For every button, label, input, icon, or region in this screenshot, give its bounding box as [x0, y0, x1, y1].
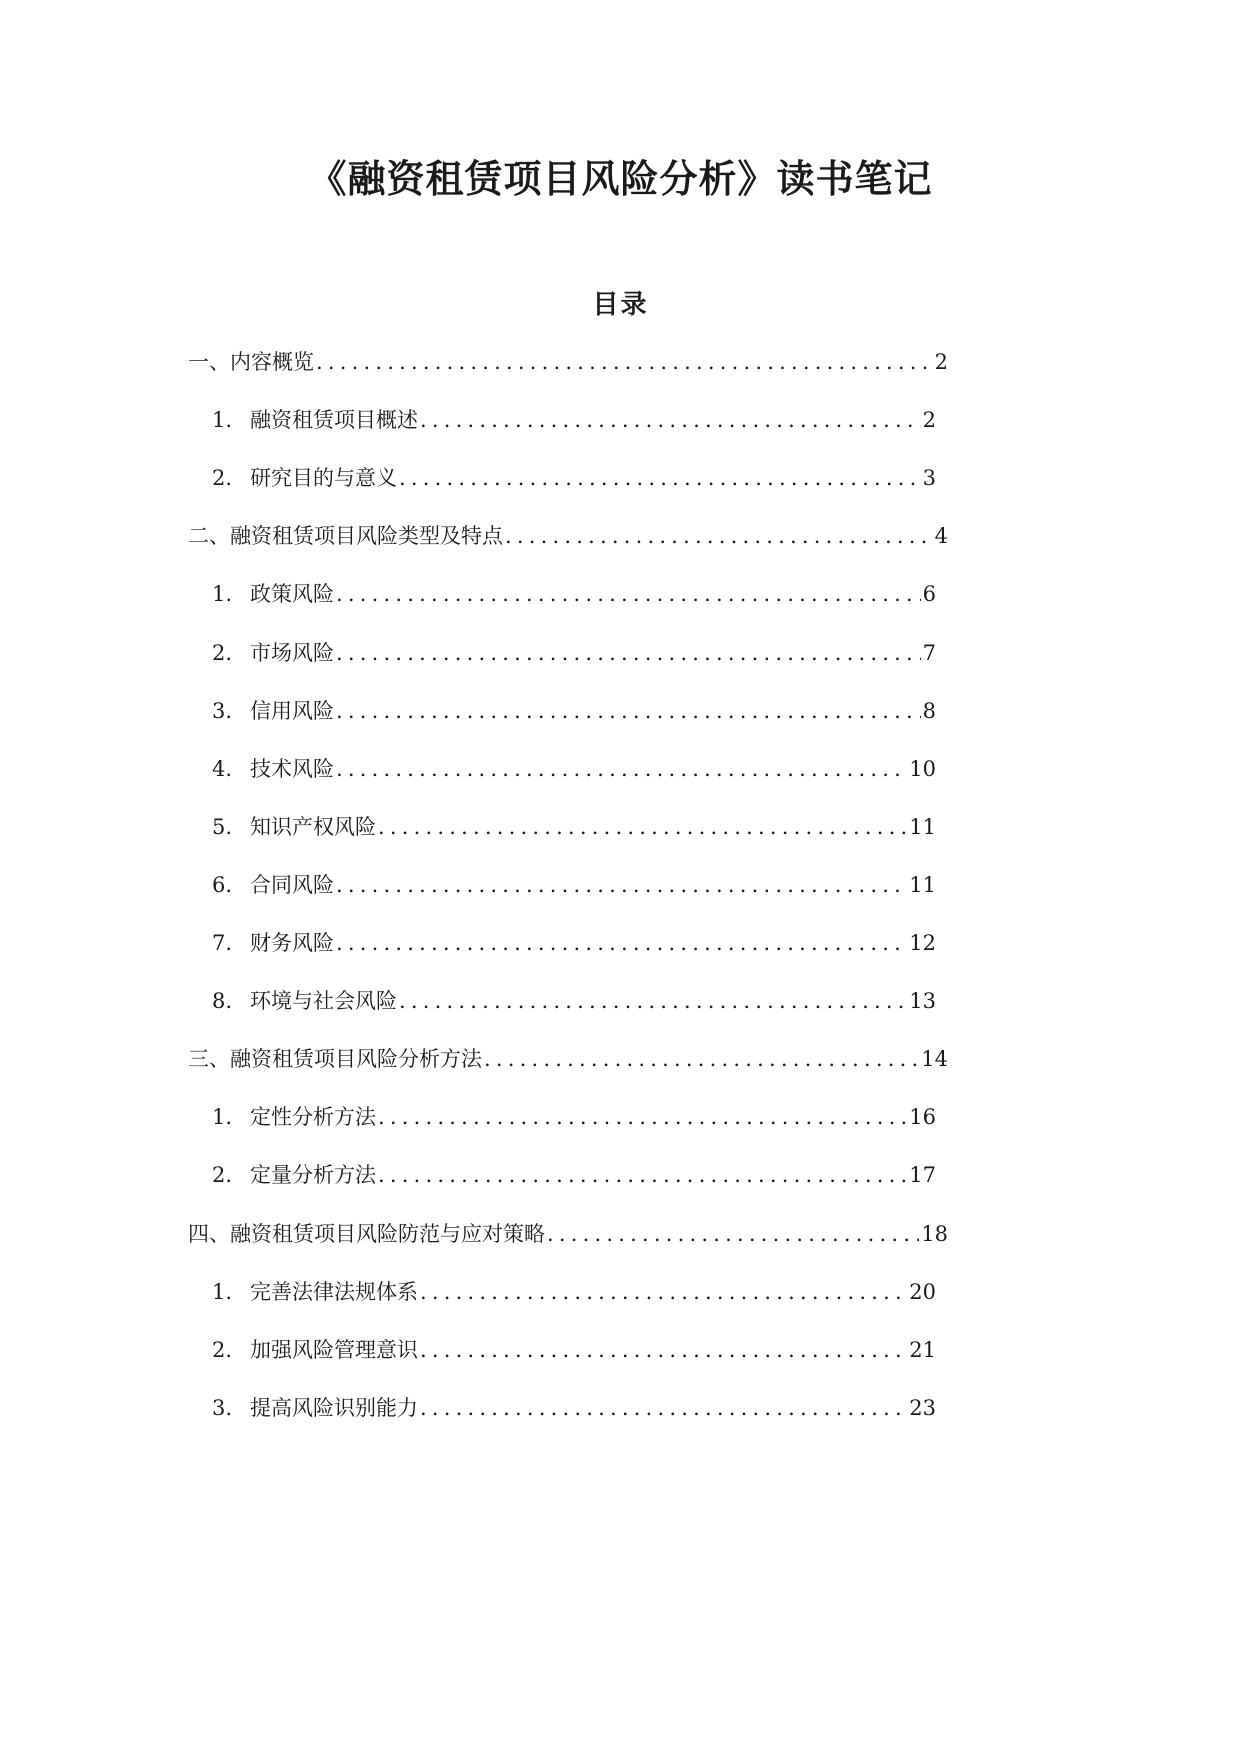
toc-entry-text: 提高风险识别能力 — [250, 1396, 418, 1420]
toc-entry-page-number: 11 — [909, 873, 936, 897]
toc-entry-number: 1. — [212, 1105, 233, 1129]
toc-dot-leader — [418, 1275, 907, 1309]
toc-entry-number: 3. — [212, 699, 233, 723]
toc-dot-leader — [418, 1391, 907, 1425]
toc-entry-number: 6. — [212, 873, 233, 897]
toc-entry-text: 技术风险 — [250, 757, 334, 781]
toc-entry-page-number: 6 — [922, 582, 936, 606]
toc-entry-text: 信用风险 — [250, 699, 334, 723]
toc-subsection-entry[interactable] — [212, 694, 936, 728]
toc-entry-number: 2. — [212, 1163, 233, 1187]
toc-entry-number: 2. — [212, 1338, 233, 1362]
toc-entry-page-number: 23 — [909, 1396, 936, 1420]
toc-dot-leader — [418, 1333, 907, 1367]
toc-dot-leader — [334, 752, 907, 786]
toc-dot-leader — [503, 519, 933, 553]
toc-entry-text: 知识产权风险 — [250, 815, 376, 839]
toc-dot-leader — [314, 345, 933, 379]
toc-entry-text: 完善法律法规体系 — [250, 1280, 418, 1304]
toc-subsection-entry[interactable] — [212, 926, 936, 960]
toc-entry-text: 政策风险 — [250, 582, 334, 606]
toc-subsection-entry[interactable] — [212, 1158, 936, 1192]
toc-section-entry[interactable] — [188, 519, 948, 553]
toc-dot-leader — [397, 984, 907, 1018]
toc-dot-leader — [397, 461, 921, 495]
toc-entry-page-number: 20 — [909, 1280, 936, 1304]
toc-entry-text: 合同风险 — [250, 873, 334, 897]
toc-subsection-entry[interactable] — [212, 636, 936, 670]
toc-subsection-entry[interactable] — [212, 461, 936, 495]
toc-subsection-entry[interactable] — [212, 752, 936, 786]
toc-entry-text: 四、融资租赁项目风险防范与应对策略 — [188, 1222, 545, 1246]
toc-entry-page-number: 8 — [922, 699, 936, 723]
toc-entry-text: 定性分析方法 — [250, 1105, 376, 1129]
toc-entry-number: 8. — [212, 989, 233, 1013]
toc-entry-page-number: 17 — [909, 1163, 936, 1187]
toc-dot-leader — [334, 577, 921, 611]
toc-subsection-entry[interactable] — [212, 1100, 936, 1134]
toc-subsection-entry[interactable] — [212, 1333, 936, 1367]
toc-entry-number: 2. — [212, 641, 233, 665]
toc-entry-page-number: 2 — [934, 350, 948, 374]
toc-subsection-entry[interactable] — [212, 984, 936, 1018]
toc-subsection-entry[interactable] — [212, 577, 936, 611]
toc-entry-text: 一、内容概览 — [188, 350, 314, 374]
toc-subsection-entry[interactable] — [212, 1391, 936, 1425]
toc-dot-leader — [482, 1042, 919, 1076]
toc-entry-number: 4. — [212, 757, 233, 781]
toc-entry-text: 二、融资租赁项目风险类型及特点 — [188, 524, 503, 548]
toc-subsection-entry[interactable] — [212, 403, 936, 437]
toc-dot-leader — [376, 1100, 907, 1134]
toc-entry-number: 1. — [212, 1280, 233, 1304]
toc-subsection-entry[interactable] — [212, 868, 936, 902]
toc-section-entry[interactable] — [188, 1217, 948, 1251]
toc-entry-number: 2. — [212, 466, 233, 490]
toc-dot-leader — [376, 1158, 907, 1192]
toc-dot-leader — [334, 868, 907, 902]
toc-dot-leader — [334, 694, 921, 728]
toc-entry-text: 财务风险 — [250, 931, 334, 955]
toc-section-entry[interactable] — [188, 345, 948, 379]
toc-entry-text: 加强风险管理意识 — [250, 1338, 418, 1362]
toc-entry-text: 研究目的与意义 — [250, 466, 397, 490]
toc-entry-number: 1. — [212, 582, 233, 606]
toc-entry-page-number: 12 — [909, 931, 936, 955]
toc-dot-leader — [334, 926, 907, 960]
toc-entry-page-number: 21 — [909, 1338, 936, 1362]
toc-subsection-entry[interactable] — [212, 810, 936, 844]
toc-entry-page-number: 7 — [922, 641, 936, 665]
toc-entry-page-number: 10 — [909, 757, 936, 781]
toc-entry-text: 市场风险 — [250, 641, 334, 665]
toc-entry-page-number: 18 — [921, 1222, 948, 1246]
toc-entry-text: 环境与社会风险 — [250, 989, 397, 1013]
toc-entry-number: 3. — [212, 1396, 233, 1420]
toc-section-entry[interactable] — [188, 1042, 948, 1076]
toc-entry-page-number: 11 — [909, 815, 936, 839]
toc-entry-text: 定量分析方法 — [250, 1163, 376, 1187]
toc-entry-page-number: 16 — [909, 1105, 936, 1129]
toc-entry-page-number: 13 — [909, 989, 936, 1013]
toc-dot-leader — [418, 403, 921, 437]
toc-dot-leader — [545, 1217, 919, 1251]
toc-entry-number: 5. — [212, 815, 233, 839]
toc-entry-page-number: 4 — [934, 524, 948, 548]
toc-entry-page-number: 14 — [921, 1047, 948, 1071]
toc-entry-number: 7. — [212, 931, 233, 955]
toc-entry-text: 三、融资租赁项目风险分析方法 — [188, 1047, 482, 1071]
toc-heading: 目录 — [592, 290, 649, 320]
toc-dot-leader — [376, 810, 907, 844]
toc-entry-page-number: 3 — [922, 466, 936, 490]
document-title: 《融资租赁项目风险分析》读书笔记 — [308, 157, 933, 201]
toc-entry-text: 融资租赁项目概述 — [250, 408, 418, 432]
toc-entry-page-number: 2 — [922, 408, 936, 432]
toc-dot-leader — [334, 636, 921, 670]
toc-entry-number: 1. — [212, 408, 233, 432]
toc-subsection-entry[interactable] — [212, 1275, 936, 1309]
